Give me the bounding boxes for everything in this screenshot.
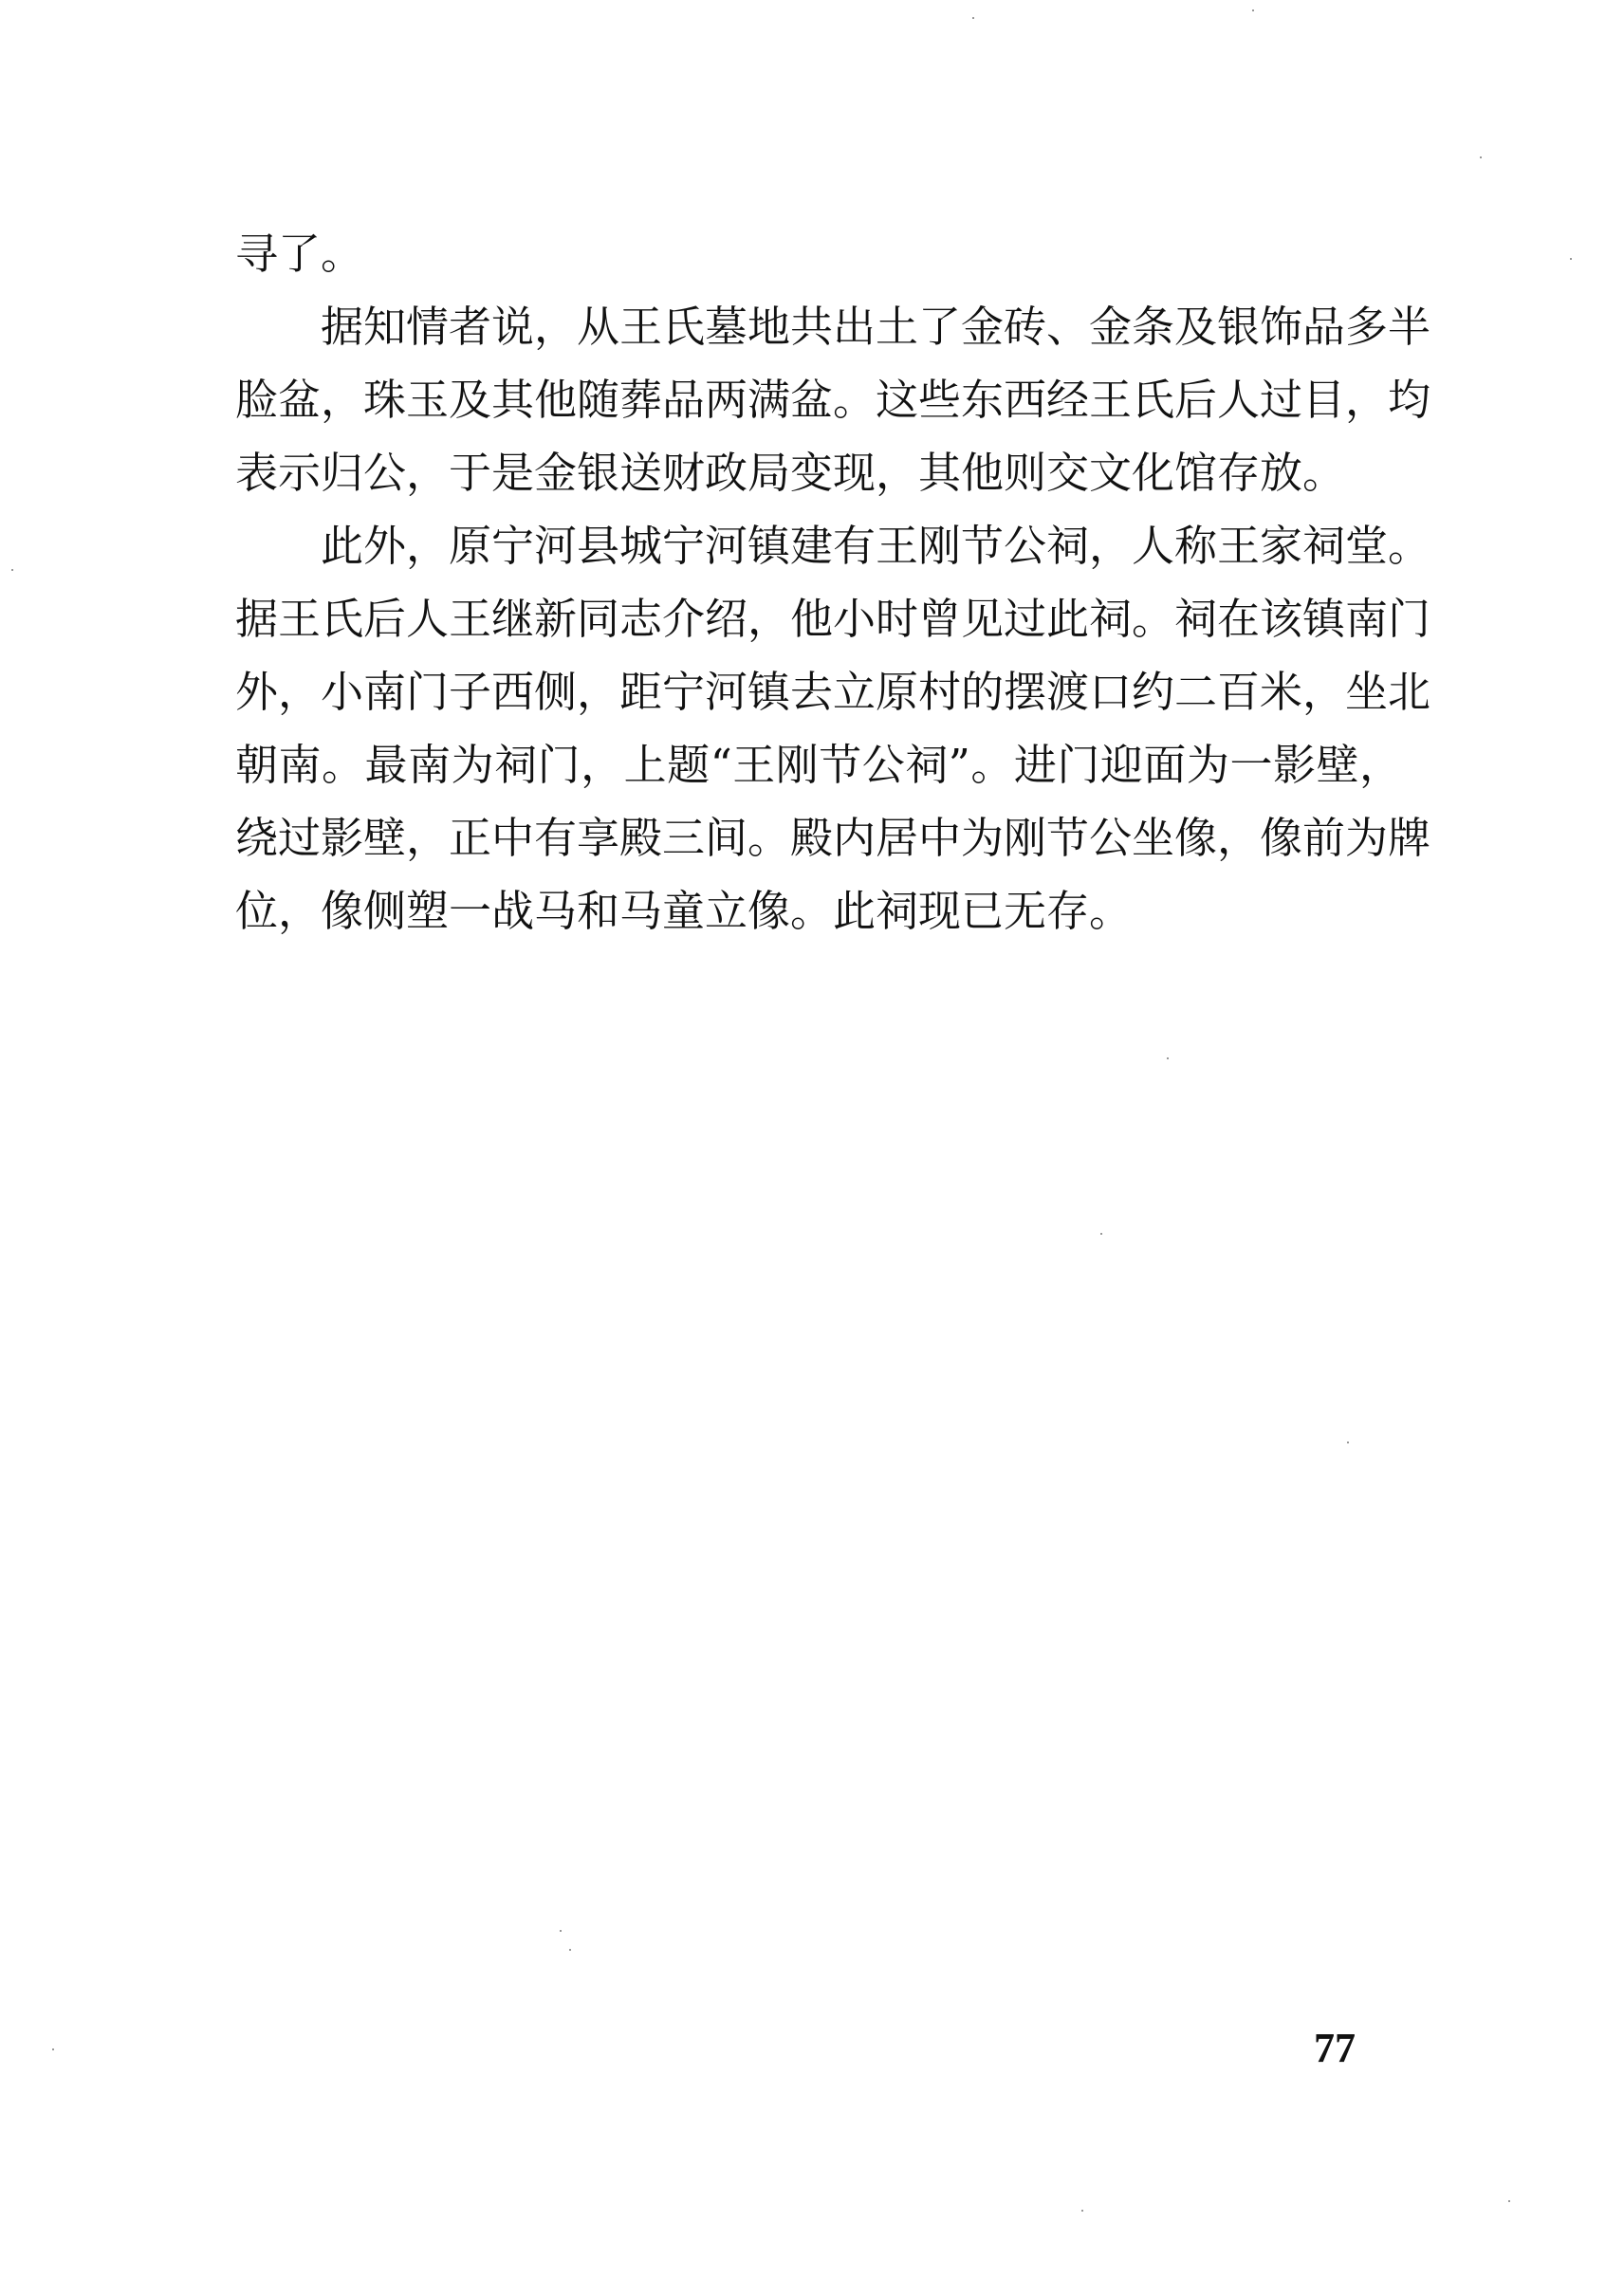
scan-speck [52,2048,54,2050]
text-line: 据王氏后人王继新同志介绍，他小时曾见过此祠。祠在该镇南门 [235,594,1431,644]
paragraph-first-line: 此外，原宁河县城宁河镇建有王刚节公祠，人称王家祠堂。 [321,521,1431,571]
scan-speck [1508,2200,1510,2202]
text-line: 位，像侧塑一战马和马童立像。此祠现已无存。 [235,886,1133,936]
scan-speck [1081,2210,1083,2212]
scan-speck [1167,1057,1169,1059]
page-number: 77 [1314,2025,1356,2071]
scan-speck [1347,1442,1349,1443]
scan-speck [1100,1233,1102,1235]
text-line: 寻了。 [235,229,364,279]
scan-speck [1480,156,1482,158]
text-line: 朝南。最南为祠门，上题“王刚节公祠”。进门迎面为一影壁， [235,740,1402,790]
scan-speck [569,1949,571,1951]
scan-speck [1252,9,1254,11]
scan-speck [560,1930,562,1932]
text-line: 外，小南门子西侧，距宁河镇去立原村的摆渡口约二百米，坐北 [235,667,1431,717]
scan-speck [11,569,13,571]
scan-speck [1570,258,1572,260]
text-line: 表示归公，于是金银送财政局变现，其他则交文化馆存放。 [235,448,1346,498]
scan-speck [972,17,974,19]
body-text [235,226,1431,956]
text-line: 绕过影壁，正中有享殿三间。殿内居中为刚节公坐像，像前为牌 [235,813,1431,863]
text-line: 脸盆，珠玉及其他随葬品两满盆。这些东西经王氏后人过目，均 [235,375,1431,425]
paragraph-first-line: 据知情者说，从王氏墓地共出土了金砖、金条及银饰品多半 [321,302,1431,352]
